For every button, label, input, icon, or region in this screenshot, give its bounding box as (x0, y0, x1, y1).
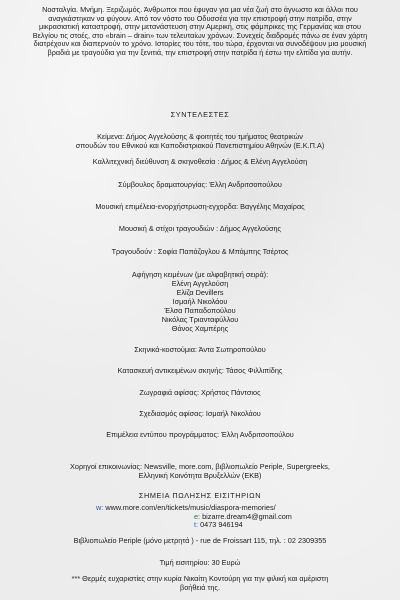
phone-row (96, 521, 292, 530)
credit-dramaturgy: Σύμβουλος δραματουργίας: Έλλη Ανδριτσοπούλου (118, 180, 282, 189)
credits-heading: ΣΥΝΤΕΛΕΣΤΕΣ (170, 110, 230, 119)
thanks-line-2: βοήθειά της. (180, 583, 220, 592)
narration-heading: Αφήγηση κειμένων (με αλφαβητική σειρά): (131, 270, 269, 279)
credit-props: Κατασκευή αντικειμένων σκηνής: Τάσος Φιλλιπίδης (117, 366, 283, 375)
credit-singers: Τραγουδούν : Σοφία Παπάζογλου & Μπάμπης Τσέρτος (111, 247, 289, 256)
credit-poster-painting: Ζωγραφιά αφίσας: Χρήστος Πάντσιος (139, 388, 261, 397)
sponsors-line-1: Χορηγοί επικοινωνίας: Newsville, more.com, βιβλιοπωλείο Periple, Supergreeks, (70, 462, 330, 471)
credit-artistic-direction: Καλλιτεχνική διεύθυνση & σκηνοθεσία : Δήμος & Ελένη Αγγελούση (92, 157, 308, 166)
web-label: w: (96, 503, 104, 512)
narrator-name: Θάνος Χαμπέρης (171, 324, 229, 333)
intro-paragraph: Νοσταλγία. Μνήμη. Ξεριζωμός. Άνθρωποι που έφυγαν για μια νέα ζωή στο άγνωστο και άλλοι που αναγκάστηκαν να φύγουν. Από τον νόστο του Οδυσσέα για την επιστροφή στην πατρίδα, στην μικρασιατική καταστροφή, στην μετανάστευση στην Αμερική, στις φάμπρικες της Γερμανίας και στου Βελγίου τις στοές, στο «brain – drain» των τελευταίων χρόνων. Συνεχείς διαδρομές πάνω σε έναν χάρτη διατρέχουν και διαπερνούν το χρόνο. Ιστορίες του τότε, του τώρα, έρχονται να συνοδέψουν μια μουσική βραδιά με τραγούδια για την ξενιτιά, την επιστροφή στην πατρίδα ή έστω την ελπίδα για αυτήν. (32, 5, 368, 57)
email-link[interactable]: bizarre.dream4@gmail.com (202, 511, 292, 521)
narrator-name: Νικόλας Τριανταφύλλου (161, 315, 239, 324)
narrator-name: Έλσα Παπαδοπούλου (164, 306, 236, 315)
credit-texts-line-1: Κείμενα: Δήμος Αγγελούσης & φοιτητές του τμήματος θεατρικών (97, 132, 303, 141)
phone-link[interactable]: 0473 946194 (200, 520, 243, 530)
narrator-name: Ελίζα Devillers (176, 288, 224, 297)
ticket-contacts (96, 504, 292, 530)
email-label: e: (194, 511, 201, 521)
phone-label: t: (194, 520, 199, 530)
credit-program: Επιμέλεια εντύπου προγράμματος: Έλλη Ανδριτσοπούλου (106, 430, 294, 439)
ticket-price: Τιμή εισιτηρίου: 30 Ευρώ (159, 558, 241, 567)
ticket-website-link[interactable]: www.more.com/en/tickets/music/diaspora-memories/ (105, 503, 276, 512)
sponsors-line-2: Ελληνική Κοινότητα Βρυξελλών (ΕΚΒ) (138, 471, 262, 480)
credit-poster-design: Σχεδιασμός αφίσας: Ισμαήλ Νικολάου (139, 409, 261, 418)
narrator-name: Ισμαήλ Νικολάου (172, 297, 228, 306)
thanks-line-1: *** Θερμές ευχαριστίες στην κυρία Νικαίτη Κοντούρη για την φιλική και αμέριστη (71, 574, 329, 583)
credit-music-editing: Μουσική επιμέλεια-ενορχήστρωση-εγχορδα: Βαγγέλης Μαχαίρας (95, 202, 305, 211)
credit-music-lyrics: Μουσική & στίχοι τραγουδιών : Δήμος Αγγελούσης (118, 224, 282, 233)
credit-costumes: Σκηνικά-κοστούμια: Άντα Σωτηροπούλου (134, 345, 266, 354)
tickets-heading: ΣΗΜΕΙΑ ΠΩΛΗΣΗΣ ΕΙΣΙΤΗΡΙΩΝ (138, 491, 262, 500)
narrator-name: Ελένη Αγγελούση (171, 279, 229, 288)
credit-texts-line-2: σπουδών του Εθνικού και Καποδιστριακού Πανεπιστημίου Αθηνών (Ε.Κ.Π.Α) (75, 141, 325, 150)
bookshop-info: Βιβλιοπωλείο Periple (μόνο μετρητά ) - rue de Froissart 115, τηλ. : 02 2309355 (73, 536, 327, 545)
